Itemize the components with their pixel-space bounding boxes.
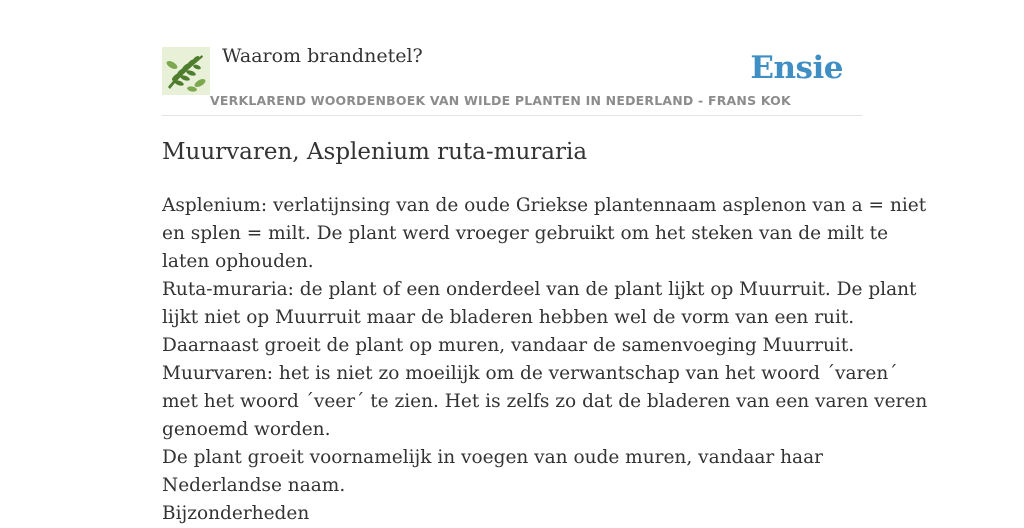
brand-logo[interactable]: Ensie <box>750 50 843 86</box>
body-line: met het woord ´veer´ te zien. Het is zelfs zo dat de bladeren van een varen veren <box>162 391 928 412</box>
body-line: genoemd worden. <box>162 419 331 440</box>
body-line: Daarnaast groeit de plant op muren, vandaar de samenvoeging Muurruit. <box>162 335 855 356</box>
source-subtitle[interactable]: VERKLAREND WOORDENBOEK VAN WILDE PLANTEN IN NEDERLAND - FRANS KOK <box>210 93 791 108</box>
body-line: Nederlandse naam. <box>162 475 346 496</box>
body-line: Asplenium: verlatijnsing van de oude Griekse plantennaam asplenon van a = niet <box>162 195 927 216</box>
entry-title: Muurvaren, Asplenium ruta-muraria <box>162 139 588 165</box>
body-line: laten ophouden. <box>162 251 314 272</box>
divider <box>162 115 862 116</box>
fern-leaves-icon <box>162 47 210 95</box>
body-line: Muurvaren: het is niet zo moeilijk om de verwantschap van het woord ´varen´ <box>162 363 898 384</box>
body-line: lijkt niet op Muurruit maar de bladeren hebben wel de vorm van een ruit. <box>162 307 855 328</box>
question-link[interactable]: Waarom brandnetel? <box>222 45 423 67</box>
body-line: Bijzonderheden <box>162 503 310 524</box>
body-line: en splen = milt. De plant werd vroeger gebruikt om het steken van de milt te <box>162 223 889 244</box>
entry-body <box>162 192 928 528</box>
body-line: Ruta-muraria: de plant of een onderdeel van de plant lijkt op Muurruit. De plant <box>162 279 917 300</box>
body-line: De plant groeit voornamelijk in voegen van oude muren, vandaar haar <box>162 447 823 468</box>
